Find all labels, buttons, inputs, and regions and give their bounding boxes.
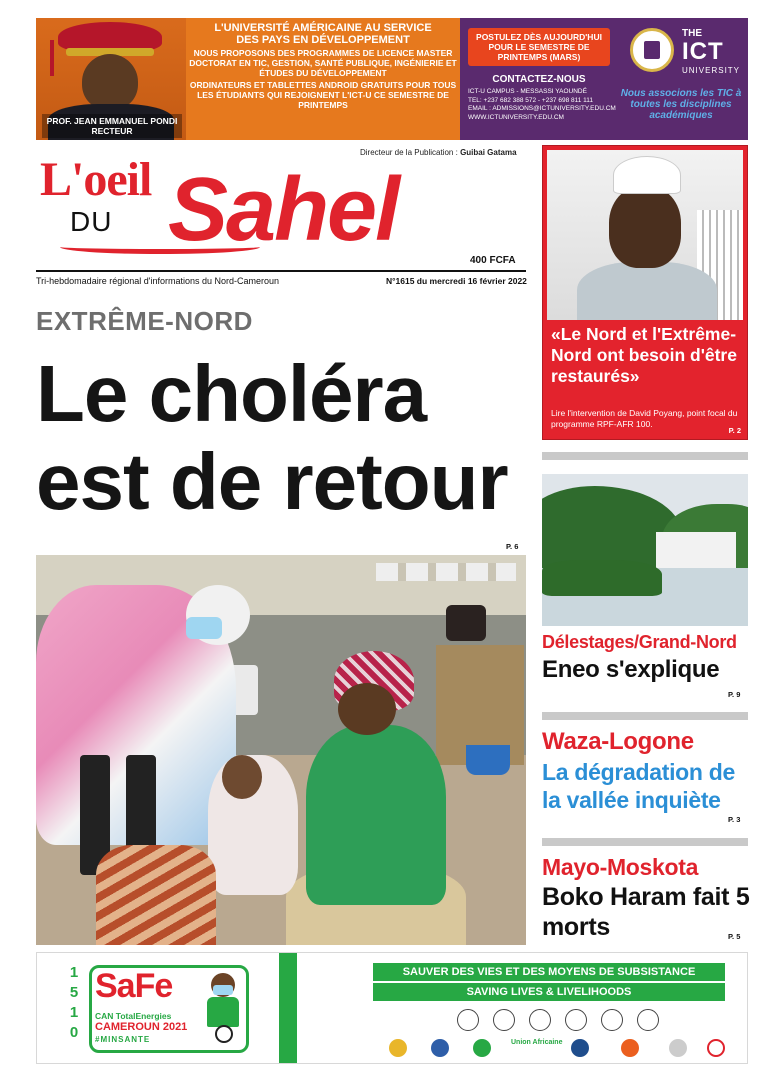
logo-du: DU [70, 206, 113, 237]
masthead-rule [36, 270, 526, 272]
hotline-digit: 5 [69, 984, 79, 1001]
interview-photo-body [577, 262, 717, 320]
sanitizer-icon [529, 1009, 551, 1031]
photo-bag [446, 605, 486, 641]
main-headline-line-1: Le choléra [36, 349, 427, 438]
ad-heading-1: L'UNIVERSITÉ AMÉRICAINE AU SERVICE [214, 22, 432, 34]
dam-photo-trees [542, 560, 662, 596]
dam-photo [542, 474, 748, 626]
ad-slogan: Nous associons les TIC à toutes les disciplines académiques [620, 88, 742, 121]
contact-email: EMAIL : ADMISSIONS@ICTUNIVERSITY.EDU.CM [468, 105, 616, 112]
mascot-mask-icon [213, 985, 233, 995]
mascot-child-icon [205, 973, 241, 1043]
ad-programs-text: NOUS PROPOSONS DES PROGRAMMES DE LICENCE MASTER DOCTORAT EN TIC, GESTION, SANTÉ PUBLIQUE, INGÉNIERIE ET ÉTUDES DU DÉVELOPPEMENT [189, 48, 457, 78]
interview-photo [547, 150, 743, 320]
dam-photo-dam [656, 532, 736, 568]
masthead-tagline: Tri-hebdomadaire régional d'informations du Nord-Cameroun [36, 276, 280, 286]
logo-loeil: L'oeil [40, 153, 152, 206]
handwash-icon [493, 1009, 515, 1031]
contact-address: ICT-U CAMPUS - MESSASSI YAOUNDÉ [468, 88, 587, 95]
hotline-digit: 0 [69, 1024, 79, 1041]
partner-logo [669, 1039, 687, 1057]
portrait-caption-role: RECTEUR [91, 126, 133, 136]
vaccine-icon [457, 1009, 479, 1031]
photo-wrap-cloth [96, 845, 216, 945]
contact-phone: TEL: +237 682 388 572 - +237 698 811 111 [468, 96, 594, 104]
ad-right-panel [460, 18, 748, 140]
portrait-caption-name: PROF. JEAN EMMANUEL PONDI [46, 116, 178, 126]
eneo-kicker: Délestages/Grand-Nord [542, 632, 737, 652]
partner-logo [473, 1039, 491, 1057]
football-icon [215, 1025, 233, 1043]
cover-price: 400 FCFA [470, 255, 516, 266]
mascot-body [207, 997, 239, 1027]
eneo-page-ref: P. 9 [728, 690, 741, 699]
photo-child-face [222, 755, 262, 799]
photo-face-mask [186, 617, 222, 639]
portrait-caption [42, 114, 182, 138]
contact-details [468, 88, 618, 122]
hotline-digit: 1 [69, 1004, 79, 1021]
interview-page-ref: P. 2 [728, 426, 741, 435]
side-separator [542, 712, 748, 720]
safe-logo-text: SaFe [95, 967, 173, 1005]
main-headline [36, 350, 526, 526]
slogan-english: SAVING LIVES & LIVELIHOODS [373, 983, 725, 1001]
photo-mother [306, 725, 446, 905]
red-cross-icon [707, 1039, 725, 1057]
main-story-photo [36, 555, 526, 945]
side-story-interview [542, 145, 748, 440]
logo-sahel: Sahel [168, 160, 399, 260]
slogan-french: SAUVER DES VIES ET DES MOYENS DE SUBSISTANCE [373, 963, 725, 981]
ad-green-band [279, 953, 297, 1063]
side-separator [542, 452, 748, 460]
director-name: Guibai Gatama [460, 148, 517, 157]
can-line: CAN TotalEnergies [95, 1011, 172, 1021]
ict-university-crest-icon [630, 28, 674, 72]
cap-tassel [50, 40, 54, 76]
rector-portrait [36, 18, 186, 140]
waza-headline: La dégradation de la vallée inquiète [542, 759, 735, 813]
mayo-page-ref: P. 5 [728, 932, 741, 941]
main-story-page-ref: P. 6 [506, 542, 519, 551]
partner-logo [431, 1039, 449, 1057]
cough-icon [637, 1009, 659, 1031]
contact-title: CONTACTEZ-NOUS [492, 74, 586, 85]
prevention-icons [457, 1009, 657, 1031]
mayo-headline: Boko Haram fait 5 morts [542, 883, 750, 941]
hotline-number [65, 963, 83, 1043]
partner-logo [571, 1039, 589, 1057]
main-headline-line-2: est de retour [36, 437, 508, 526]
can-country: CAMEROUN 2021 [95, 1021, 188, 1033]
contact-website: WWW.ICTUNIVERSITY.EDU.CM [468, 113, 564, 121]
apply-now-banner: POSTULEZ DÈS AUJOURD'HUI POUR LE SEMESTRE DE PRINTEMPS (MARS) [468, 28, 610, 66]
eneo-headline: Eneo s'explique [542, 656, 720, 683]
ad-devices-text: ORDINATEURS ET TABLETTES ANDROID GRATUITS POUR TOUS LES ÉTUDIANTS QUI REJOIGNENT L'ICT-U CE SEMESTRE DE PRINTEMPS [189, 80, 457, 110]
interview-photo-cap [613, 156, 681, 194]
interview-photo-face [609, 186, 681, 268]
waza-kicker: Waza-Logone [542, 728, 694, 755]
interview-lede: Lire l'intervention de David Poyang, point focal du programme RPF-AFR 100. [551, 408, 738, 429]
brand-the: THE [682, 28, 702, 39]
hotline-digit: 1 [69, 964, 79, 981]
distancing-icon [601, 1009, 623, 1031]
director-label: Directeur de la Publication : [360, 148, 458, 157]
side-separator [542, 838, 748, 846]
publication-director [360, 148, 517, 157]
photo-basin [466, 745, 510, 775]
photo-wall-vents [376, 563, 516, 581]
ad-middle-text [188, 22, 458, 136]
union-africaine-logo: Union Africaine [511, 1039, 563, 1046]
ad-heading-2: DES PAYS EN DÉVELOPPEMENT [236, 34, 410, 46]
logo-swoosh [60, 240, 260, 254]
main-story-kicker: EXTRÊME-NORD [36, 306, 253, 336]
brand-ict: ICT [682, 38, 724, 65]
bottom-advertisement [36, 952, 748, 1064]
issue-number-date: N°1615 du mercredi 16 février 2022 [386, 276, 527, 286]
mask-icon [565, 1009, 587, 1031]
interview-quote: «Le Nord et l'Extrême-Nord ont besoin d'être restaurés» [551, 324, 737, 386]
brand-university: UNIVERSITY [682, 66, 741, 75]
minsante-hashtag: #MINSANTE [95, 1035, 151, 1044]
mayo-kicker: Mayo-Moskota [542, 854, 699, 880]
rector-face [82, 54, 138, 110]
mastercard-logo [621, 1039, 639, 1057]
top-advertisement [36, 18, 748, 140]
waza-page-ref: P. 3 [728, 815, 741, 824]
photo-mother-face [338, 683, 396, 735]
sponsor-logos [389, 1037, 729, 1057]
cameroon-arms-logo [389, 1039, 407, 1057]
